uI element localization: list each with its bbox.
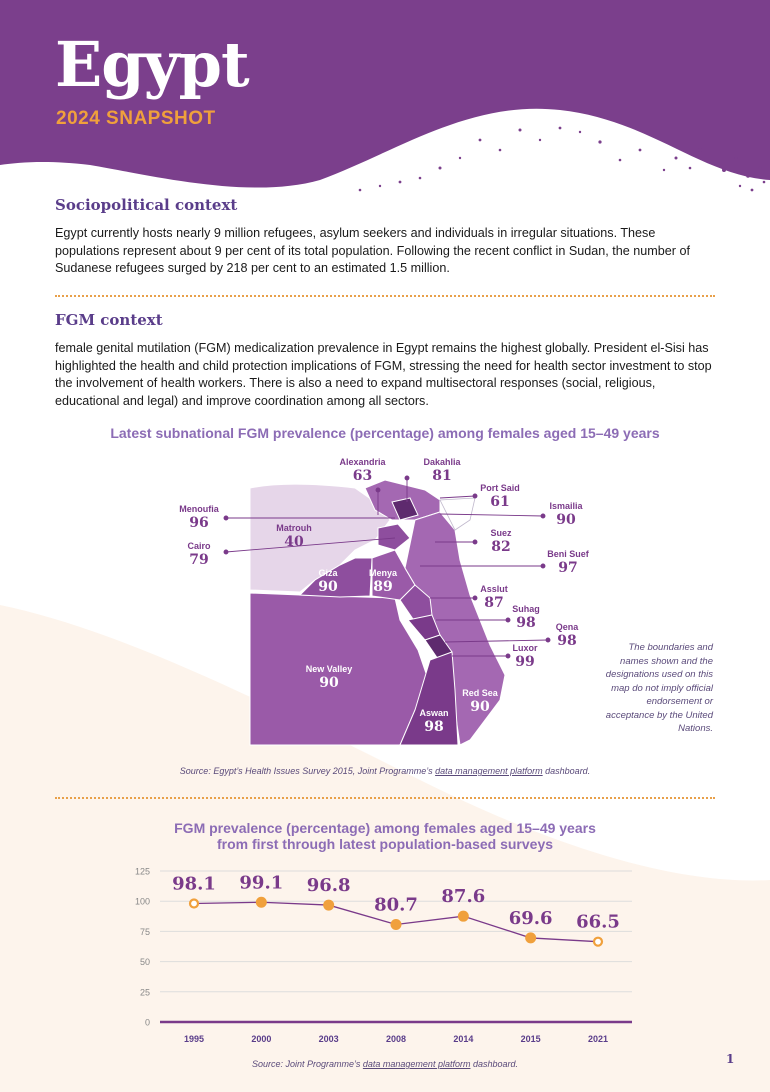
region-menya: Menya 89 <box>368 568 397 595</box>
x-tick-label: 2000 <box>251 1034 272 1044</box>
region-suez: Suez 82 <box>490 528 512 555</box>
map-disclaimer: The boundaries and names shown and the designations used on this map do not imply official endorsement or acceptance by the United Nations. <box>605 642 713 734</box>
x-tick-label: 2008 <box>385 1034 407 1044</box>
x-tick-label: 2014 <box>453 1034 474 1044</box>
x-tick-label: 2015 <box>520 1034 541 1044</box>
data-point <box>458 911 468 921</box>
page-title: Egypt <box>55 28 249 101</box>
page-number: 1 <box>726 1052 735 1066</box>
data-label: 99.1 <box>239 872 284 894</box>
region-suhag: Suhag 98 <box>512 604 540 631</box>
y-tick-label: 100 <box>134 896 150 907</box>
x-tick-label: 1995 <box>183 1034 205 1044</box>
data-point <box>594 938 602 946</box>
fgm-text: female genital mutilation (FGM) medicalization prevalence in Egypt remains the highest globally. President el-Sisi has highlighted the health and child protection implications of FGM, stressing the need for health sector investment to stop the involvement of health workers. There is also a need to expand multisectoral responses (social, religious, educational and legal) and improve coordination among all sectors. <box>55 341 712 408</box>
chart-source-link[interactable]: data management platform <box>362 1059 471 1069</box>
region-beni-suef: Beni Suef 97 <box>547 549 589 576</box>
divider <box>55 797 715 799</box>
region-alexandria: Alexandria 63 <box>339 457 386 484</box>
region-port-said: Port Said 61 <box>480 483 520 510</box>
region-ismailia: Ismailia 90 <box>549 501 583 528</box>
x-tick-label: 2003 <box>318 1034 339 1044</box>
data-point <box>391 920 401 930</box>
region-red-sea: Red Sea 90 <box>462 688 498 715</box>
fgm-heading: FGM context <box>55 311 163 329</box>
y-tick-label: 50 <box>139 957 150 968</box>
data-point <box>256 897 266 907</box>
page-subtitle: 2024 SNAPSHOT <box>56 108 216 129</box>
region-cairo: Cairo 79 <box>187 541 211 568</box>
y-tick-label: 75 <box>139 926 150 937</box>
map-title: Latest subnational FGM prevalence (percentage) among females aged 15–49 years <box>110 425 660 441</box>
map-source-link[interactable]: data management platform <box>435 766 543 776</box>
data-label: 96.8 <box>306 875 351 897</box>
y-tick-label: 25 <box>139 987 150 998</box>
data-label: 80.7 <box>374 894 418 916</box>
y-tick-label: 0 <box>144 1017 150 1028</box>
data-label: 69.6 <box>508 907 553 929</box>
chart-title: FGM prevalence (percentage) among females aged 15–49 years from first through latest population-based surveys <box>174 820 596 852</box>
x-tick-label: 2021 <box>587 1034 609 1044</box>
data-point <box>324 900 334 910</box>
region-matrouh: Matrouh 40 <box>276 523 312 550</box>
data-label: 87.6 <box>441 886 486 908</box>
sociopolitical-text: Egypt currently hosts nearly 9 million refugees, asylum seekers and individuals in irregular situations. These populations represent about 9 per cent of its total population. Following the recent conflict in Sudan, the number of Sudanese refugees surged by 218 per cent to an estimated 1.5 million. <box>55 226 690 276</box>
region-menoufia: Menoufia 96 <box>179 504 219 531</box>
data-label: 66.5 <box>576 911 620 933</box>
region-qena: Qena 98 <box>555 622 579 649</box>
data-label: 98.1 <box>172 873 216 895</box>
map-source: Source: Egypt’s Health Issues Survey 2015, Joint Programme’s data management platform dashboard. <box>179 766 591 776</box>
region-new-valley: New Valley 90 <box>305 664 353 691</box>
data-point <box>526 933 536 943</box>
region-luxor: Luxor 99 <box>512 643 538 670</box>
region-dakahlia: Dakahlia 81 <box>423 457 461 484</box>
prevalence-line-chart <box>0 855 770 1045</box>
sociopolitical-heading: Sociopolitical context <box>55 196 238 214</box>
y-tick-label: 125 <box>134 866 150 877</box>
divider <box>55 295 715 297</box>
region-giza: Giza 90 <box>318 568 338 595</box>
region-asslut: Asslut 87 <box>480 584 508 611</box>
chart-source: Source: Joint Programme’s data management platform dashboard. <box>252 1059 518 1069</box>
region-aswan: Aswan 98 <box>419 708 449 735</box>
data-point <box>190 899 198 907</box>
